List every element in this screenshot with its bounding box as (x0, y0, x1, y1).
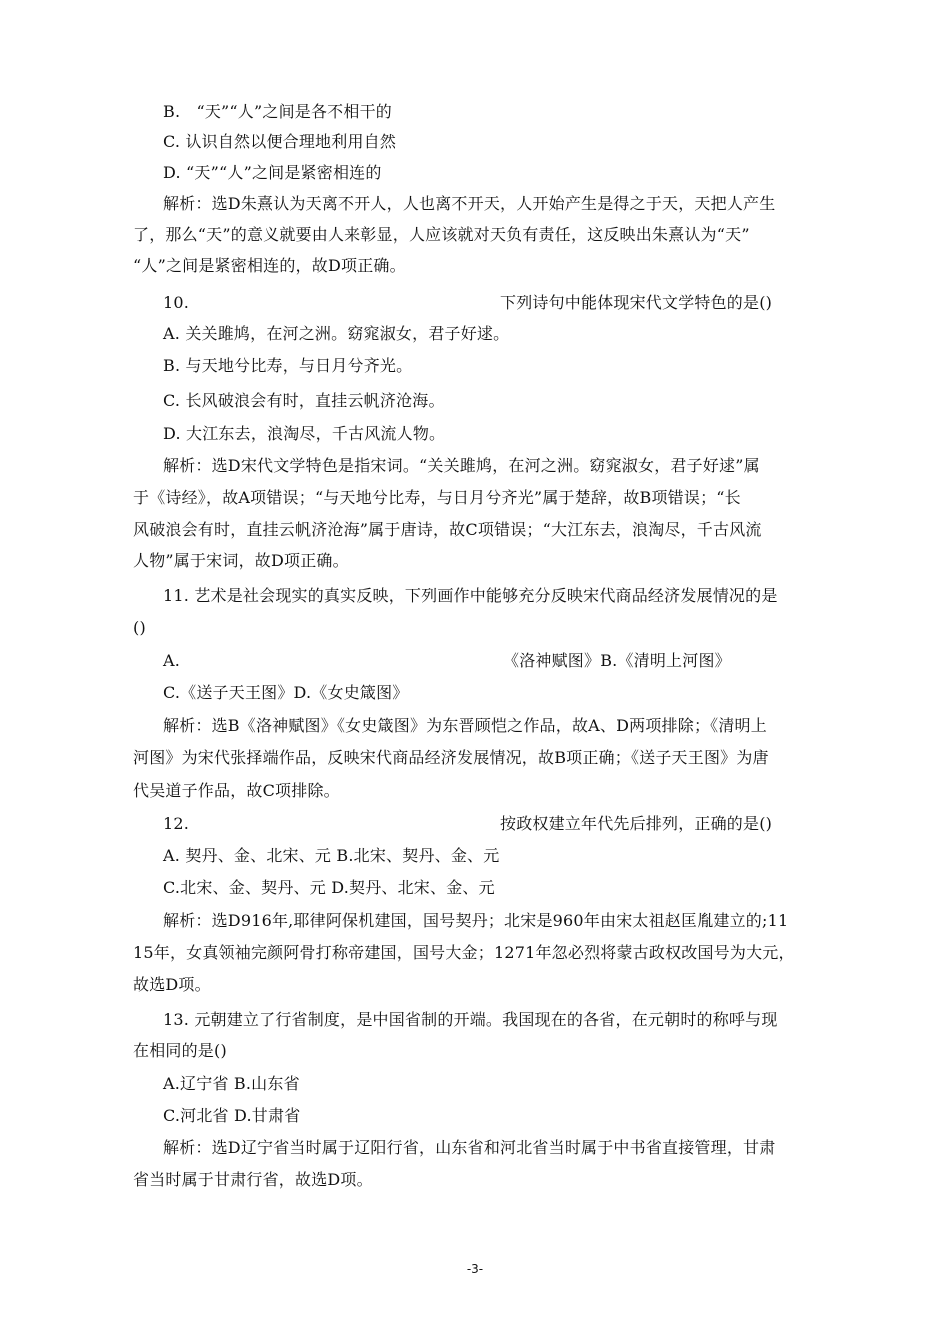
q9-explanation-line-2: 了，那么“天”的意义就要由人来彰显，人应该就对天负有责任，这反映出朱熹认为“天” (133, 225, 750, 244)
q10-option-d: D. 大江东去，浪淘尽，千古风流人物。 (163, 424, 446, 443)
q9-explanation-line-1: 解析：选D朱熹认为天离不开人，人也离不开天，人开始产生是得之于天，天把人产生 (163, 194, 776, 213)
q11-option-a-label: A. (163, 651, 181, 670)
q9-option-c: C. 认识自然以便合理地利用自然 (163, 132, 397, 151)
q11-options-cd: C.《送子天王图》D.《女史箴图》 (163, 683, 409, 702)
q13-stem-line-2: 在相同的是() (133, 1041, 227, 1060)
q12-stem: 按政权建立年代先后排列，正确的是() (500, 814, 773, 833)
q13-stem-line-1: 13. 元朝建立了行省制度，是中国省制的开端。我国现在的各省，在元朝时的称呼与现 (163, 1010, 778, 1029)
q9-explanation-line-3: “人”之间是紧密相连的，故D项正确。 (133, 256, 406, 275)
q12-options-cd: C.北宋、金、契丹、元 D.契丹、北宋、金、元 (163, 878, 495, 897)
q11-stem-line-1: 11. 艺术是社会现实的真实反映，下列画作中能够充分反映宋代商品经济发展情况的是 (163, 586, 778, 605)
q10-option-c: C. 长风破浪会有时，直挂云帆济沧海。 (163, 391, 445, 410)
q10-stem: 下列诗句中能体现宋代文学特色的是() (500, 293, 773, 312)
q12-number: 12. (163, 814, 190, 833)
q9-option-d: D. “天”“人”之间是紧密相连的 (163, 163, 382, 182)
q12-explanation-line-2: 15年，女真领袖完颜阿骨打称帝建国，国号大金；1271年忽必烈将蒙古政权改国号为大元， (133, 943, 795, 962)
q13-options-ab: A.辽宁省 B.山东省 (163, 1074, 300, 1093)
q10-number: 10. (163, 293, 190, 312)
q11-stem-line-2: () (133, 618, 146, 637)
page-number: -3- (466, 1262, 484, 1276)
q13-explanation-line-1: 解析：选D辽宁省当时属于辽阳行省，山东省和河北省当时属于中书省直接管理，甘肃 (163, 1138, 776, 1157)
q10-explanation-line-1: 解析：选D宋代文学特色是指宋词。“关关雎鸠，在河之洲。窈窕淑女，君子好逑”属 (163, 456, 760, 475)
q13-options-cd: C.河北省 D.甘肃省 (163, 1106, 301, 1125)
q13-explanation-line-2: 省当时属于甘肃行省，故选D项。 (133, 1170, 373, 1189)
q10-option-a: A. 关关雎鸠，在河之洲。窈窕淑女，君子好逑。 (163, 324, 510, 343)
q10-explanation-line-3: 风破浪会有时，直挂云帆济沧海”属于唐诗，故C项错误；“大江东去，浪淘尽，千古风流 (133, 520, 762, 539)
q11-explanation-line-3: 代吴道子作品，故C项排除。 (133, 781, 340, 800)
q11-explanation-line-1: 解析：选B《洛神赋图》《女史箴图》为东晋顾恺之作品，故A、D两项排除；《清明上 (163, 716, 767, 735)
q11-options-ab: 《洛神赋图》B.《清明上河图》 (503, 651, 731, 670)
q10-explanation-line-4: 人物”属于宋词，故D项正确。 (133, 551, 349, 570)
q10-option-b: B. 与天地兮比寿，与日月兮齐光。 (163, 356, 413, 375)
q12-explanation-line-3: 故选D项。 (133, 975, 211, 994)
q11-explanation-line-2: 河图》为宋代张择端作品，反映宋代商品经济发展情况，故B项正确；《送子天王图》为唐 (133, 748, 769, 767)
q12-options-ab: A. 契丹、金、北宋、元 B.北宋、契丹、金、元 (163, 846, 500, 865)
q10-explanation-line-2: 于《诗经》，故A项错误；“与天地兮比寿，与日月兮齐光”属于楚辞，故B项错误；“长 (133, 488, 741, 507)
q12-explanation-line-1: 解析：选D916年,耶律阿保机建国，国号契丹；北宋是960年由宋太祖赵匡胤建立的;11 (163, 911, 789, 930)
q9-option-b: B. “天”“人”之间是各不相干的 (163, 102, 392, 121)
